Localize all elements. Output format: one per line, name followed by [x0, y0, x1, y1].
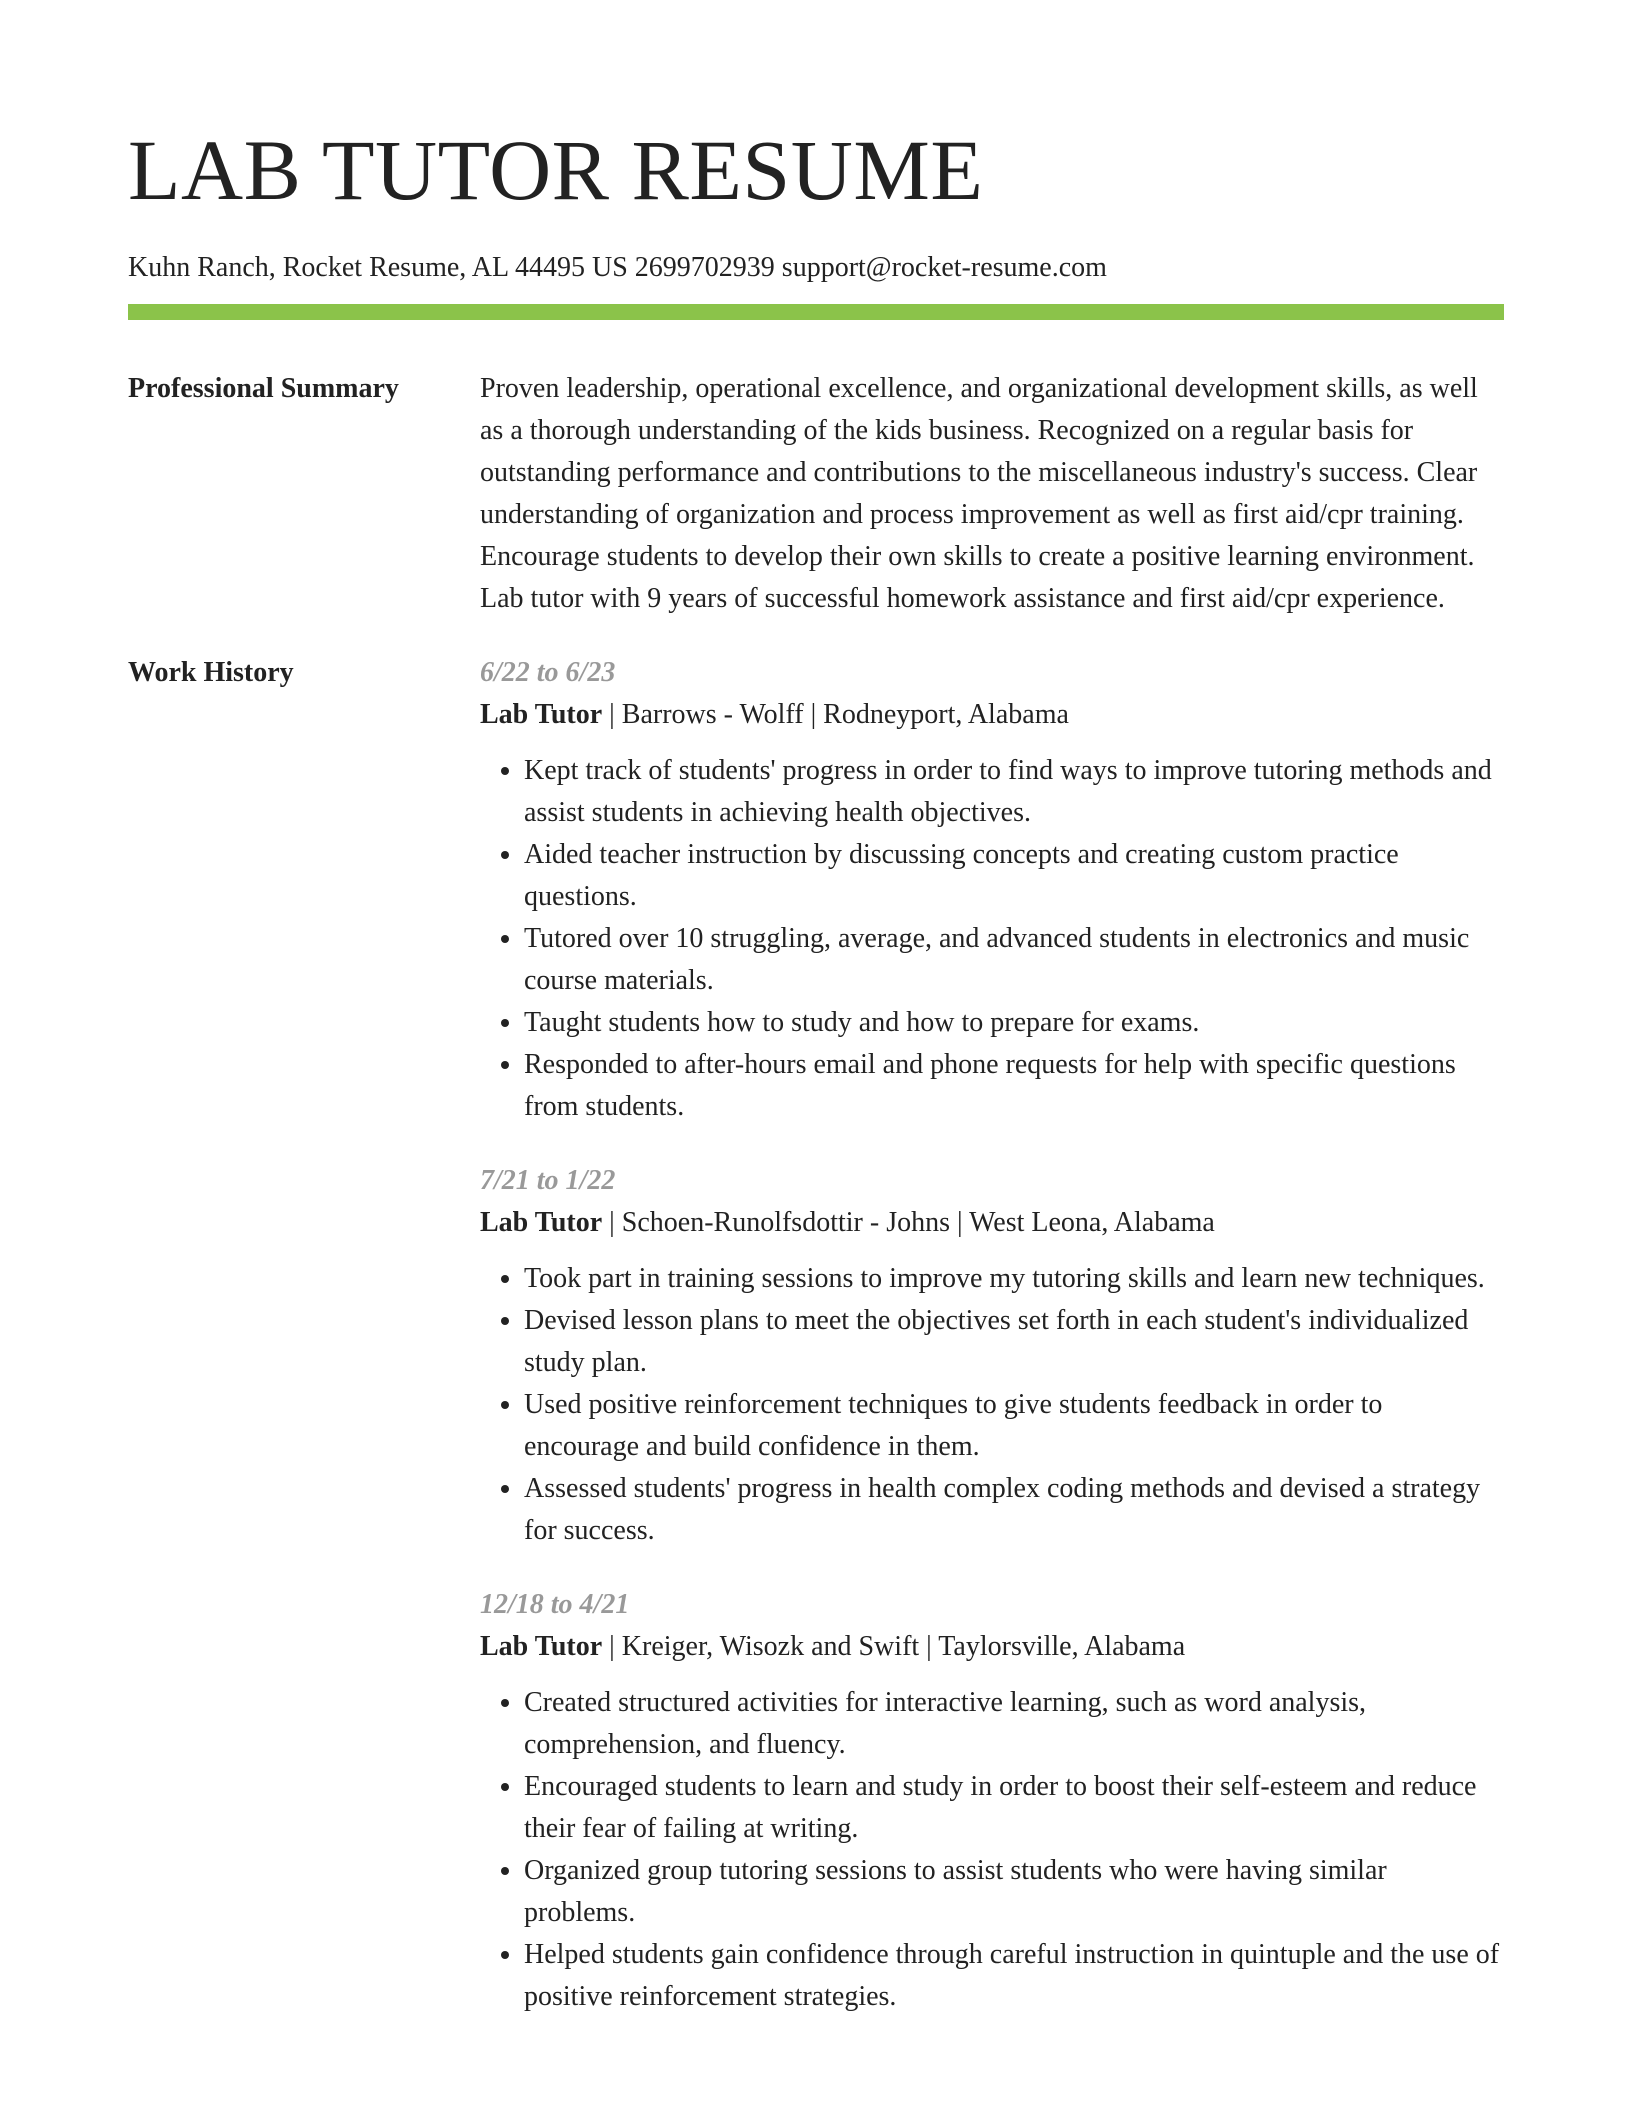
job-dates: 12/18 to 4/21	[480, 1589, 630, 1620]
job-employer-location: | Kreiger, Wisozk and Swift | Taylorsville, Alabama	[602, 1631, 1186, 1662]
contact-line: Kuhn Ranch, Rocket Resume, AL 44495 US 2699702939 support@rocket-resume.com	[128, 252, 1107, 283]
job-bullet: • Used positive reinforcement techniques to give students feedback in order to encourage and build confidence in them.	[524, 1384, 1504, 1468]
job-bullet: • Devised lesson plans to meet the objectives set forth in each student's individualized study plan.	[524, 1300, 1504, 1384]
summary-section	[128, 368, 1504, 620]
job-bullet: • Responded to after-hours email and phone requests for help with specific questions from students.	[524, 1044, 1504, 1128]
summary-text: Proven leadership, operational excellence, and organizational development skills, as well as a thorough understanding of the kids business. Recognized on a regular basis for outstanding performance and contributions to the miscellaneous industry's success. Clear understanding of organization and process improvement as well as first aid/cpr training. Encourage students to develop their own skills to create a positive learning environment. Lab tutor with 9 years of successful homework assistance and first aid/cpr experience.	[480, 373, 1478, 614]
work-history-section	[128, 652, 1504, 2018]
job-title-line	[480, 694, 1504, 736]
job-bullet: • Encouraged students to learn and study in order to boost their self-esteem and reduce their fear of failing at writing.	[524, 1766, 1504, 1850]
job-entry	[480, 652, 1504, 1128]
job-title-line	[480, 1626, 1504, 1668]
job-entry	[480, 1584, 1504, 2018]
job-title: Lab Tutor	[480, 1207, 603, 1238]
job-bullet: • Organized group tutoring sessions to assist students who were having similar problems.	[524, 1850, 1504, 1934]
job-title: Lab Tutor	[480, 699, 603, 730]
job-bullet-list	[480, 1258, 1504, 1552]
job-title-line	[480, 1202, 1504, 1244]
page-title: LAB TUTOR RESUME	[128, 122, 984, 218]
job-bullet: • Helped students gain confidence through careful instruction in quintuple and the use of positive reinforcement strategies.	[524, 1934, 1504, 2018]
work-history-heading: Work History	[128, 657, 294, 688]
summary-heading: Professional Summary	[128, 373, 399, 404]
job-title: Lab Tutor	[480, 1631, 603, 1662]
job-entry	[480, 1160, 1504, 1552]
summary-body	[480, 368, 1504, 620]
job-bullet: • Assessed students' progress in health complex coding methods and devised a strategy for success.	[524, 1468, 1504, 1552]
job-bullet: • Took part in training sessions to improve my tutoring skills and learn new techniques.	[524, 1258, 1504, 1300]
accent-divider	[128, 304, 1504, 320]
job-dates: 7/21 to 1/22	[480, 1165, 616, 1196]
job-bullet: • Kept track of students' progress in order to find ways to improve tutoring methods and assist students in achieving health objectives.	[524, 750, 1504, 834]
job-bullet-list	[480, 1682, 1504, 2018]
job-bullet: • Aided teacher instruction by discussing concepts and creating custom practice questions.	[524, 834, 1504, 918]
job-dates: 6/22 to 6/23	[480, 657, 616, 688]
job-employer-location: | Barrows - Wolff | Rodneyport, Alabama	[602, 699, 1069, 730]
job-bullet: • Tutored over 10 struggling, average, and advanced students in electronics and music course materials.	[524, 918, 1504, 1002]
work-history-body	[480, 652, 1504, 2018]
job-employer-location: | Schoen-Runolfsdottir - Johns | West Leona, Alabama	[602, 1207, 1215, 1238]
job-bullet: • Taught students how to study and how to prepare for exams.	[524, 1002, 1504, 1044]
job-bullet: • Created structured activities for interactive learning, such as word analysis, comprehension, and fluency.	[524, 1682, 1504, 1766]
job-bullet-list	[480, 750, 1504, 1128]
